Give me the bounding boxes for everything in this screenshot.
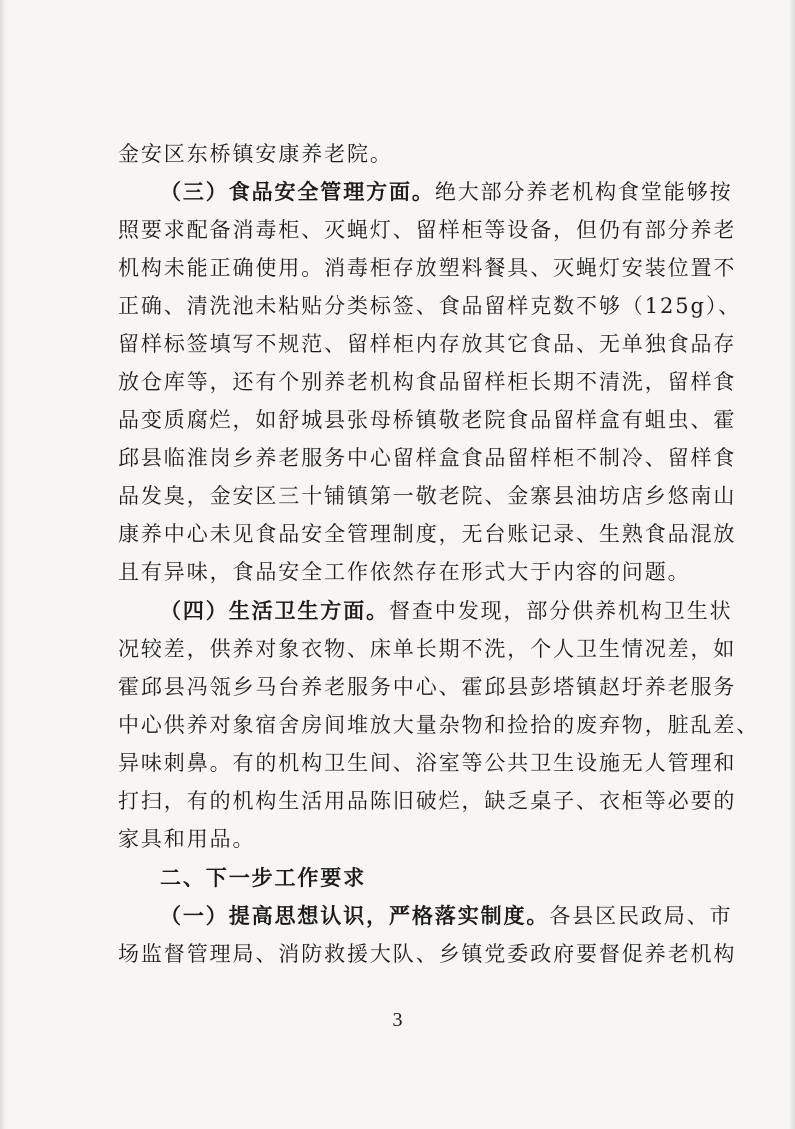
text-line (118, 444, 737, 472)
scan-edge (789, 0, 795, 1129)
line-text: 况较差，供养对象衣物、床单长期不洗，个人卫生情况差，如 (118, 637, 737, 661)
paragraph-heading-line (160, 178, 733, 206)
text-line (118, 140, 688, 168)
scan-edge (0, 0, 6, 1129)
line-text: 留样标签填写不规范、留样柜内存放其它食品、无单独食品存 (118, 332, 737, 356)
text-line (118, 368, 737, 396)
text-line (118, 216, 737, 244)
line-text: 放仓库等，还有个别养老机构食品留样柜长期不清洗，留样食 (118, 370, 737, 394)
text-line (118, 635, 737, 663)
line-text: 且有异味，食品安全工作依然存在形式大于内容的问题。 (118, 560, 691, 584)
line-text: 金安区东桥镇安康养老院。 (118, 142, 393, 166)
line-text: 中心供养对象宿舍房间堆放大量杂物和捡拾的废弃物，脏乱差、 (118, 713, 760, 737)
text-line (118, 711, 760, 739)
line-text: 各县区民政局、市 (549, 904, 733, 928)
line-text: 品发臭，金安区三十铺镇第一敬老院、金寨县油坊店乡悠南山 (118, 484, 737, 508)
line-text: 绝大部分养老机构食堂能够按 (434, 180, 733, 204)
text-line (118, 558, 691, 586)
section-title: 二、下一步工作要求 (160, 865, 367, 890)
line-text: 康养中心未见食品安全管理制度，无台账记录、生熟食品混放 (118, 522, 737, 546)
text-line (118, 330, 737, 358)
paragraph-heading-line (160, 902, 733, 930)
line-text: 邱县临淮岗乡养老服务中心留样盒食品留样柜不制冷、留样食 (118, 446, 737, 470)
text-line (118, 749, 737, 777)
text-line (118, 787, 737, 815)
section-heading: （四）生活卫生方面。 (160, 598, 389, 623)
line-text: 照要求配备消毒柜、灭蝇灯、留样柜等设备，但仍有部分养老 (118, 218, 737, 242)
section-heading: （三）食品安全管理方面。 (160, 179, 435, 204)
line-text: 机构未能正确使用。消毒柜存放塑料餐具、灭蝇灯安装位置不 (118, 256, 737, 280)
line-text: 打扫，有的机构生活用品陈旧破烂，缺乏桌子、衣柜等必要的 (118, 789, 737, 813)
text-line (118, 673, 737, 701)
text-line (118, 482, 737, 510)
paragraph-heading-line (160, 597, 733, 625)
text-line (118, 292, 742, 320)
text-line (118, 940, 737, 968)
section-title-line (160, 864, 688, 892)
line-text: 家具和用品。 (118, 827, 256, 851)
line-text: 异味刺鼻。有的机构卫生间、浴室等公共卫生设施无人管理和 (118, 751, 737, 775)
text-line (118, 520, 737, 548)
text-line (118, 825, 688, 853)
line-text: 正确、清洗池未粘贴分类标签、食品留样克数不够（125g）、 (118, 294, 742, 318)
line-text: 场监督管理局、消防救援大队、乡镇党委政府要督促养老机构 (118, 942, 737, 966)
line-text: 霍邱县冯瓴乡马台养老服务中心、霍邱县彭塔镇赵圩养老服务 (118, 675, 737, 699)
page-number: 3 (392, 1009, 403, 1031)
text-line (118, 406, 737, 434)
section-heading: （一）提高思想认识，严格落实制度。 (160, 903, 550, 928)
text-line (118, 254, 737, 282)
line-text: 督查中发现，部分供养机构卫生状 (389, 599, 733, 623)
line-text: 品变质腐烂，如舒城县张母桥镇敬老院食品留样盒有蛆虫、霍 (118, 408, 737, 432)
